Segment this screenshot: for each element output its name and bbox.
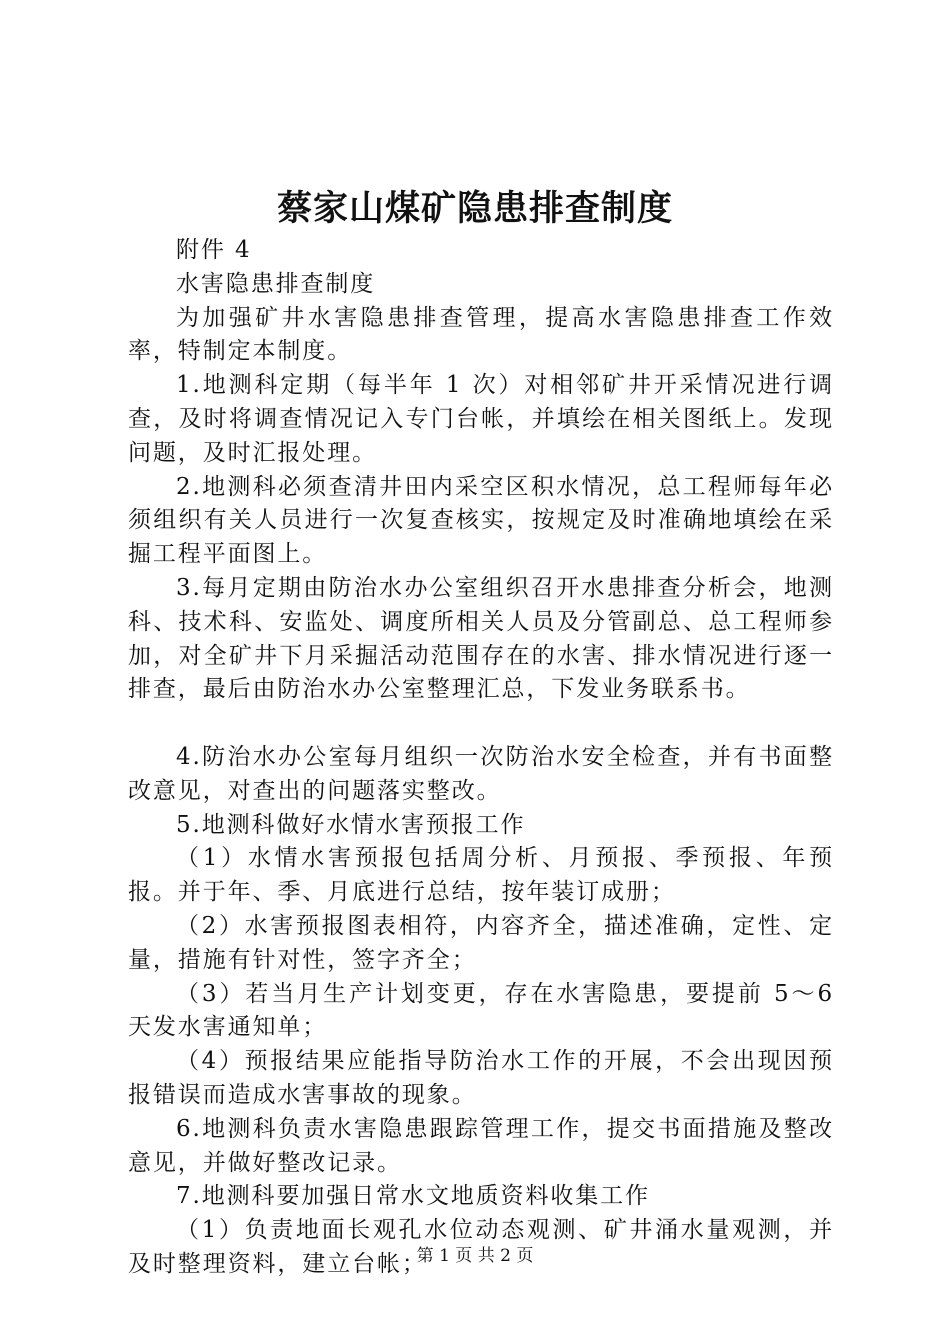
paragraph: 为加强矿井水害隐患排查管理，提高水害隐患排查工作效率，特制定本制度。 [128, 304, 834, 365]
paragraph: （2）水害预报图表相符，内容齐全，描述准确，定性、定量，措施有针对性，签字齐全； [128, 912, 834, 973]
paragraph: （1）水情水害预报包括周分析、月预报、季预报、年预报。并于年、季、月底进行总结，按年装订成册； [128, 845, 834, 906]
paragraph: （4）预报结果应能指导防治水工作的开展，不会出现因预报错误而造成水害事故的现象。 [128, 1048, 834, 1108]
blank-line [128, 707, 834, 741]
page-footer: 第 1 页 共 2 页 [416, 1246, 534, 1266]
paragraph: 5.地测科做好水情水害预报工作 [176, 811, 526, 838]
section-heading: 水害隐患排查制度 [176, 270, 376, 297]
paragraph: 4.防治水办公室每月组织一次防治水安全检查，并有书面整改意见，对查出的问题落实整改。 [128, 743, 834, 804]
paragraph: 2.地测科必须查清井田内采空区积水情况，总工程师每年必须组织有关人员进行一次复查核实，按规定及时准确地填绘在采掘工程平面图上。 [128, 473, 834, 568]
paragraph: （3）若当月生产计划变更，存在水害隐患，要提前 5～6 天发水害通知单； [128, 980, 834, 1041]
paragraph: 3.每月定期由防治水办公室组织召开水患排查分析会，地测科、技术科、安监处、调度所相关人员及分管副总、总工程师参加，对全矿井下月采掘活动范围存在的水害、排水情况进行逐一排查，最后由防治水办公室整理汇总，下发业务联系书。 [128, 574, 834, 703]
document-body [128, 234, 834, 1282]
document-title: 蔡家山煤矿隐患排查制度 [276, 188, 673, 229]
attachment-label: 附件 4 [176, 237, 252, 263]
paragraph: （1）负责地面长观孔水位动态观测、矿井涌水量观测，并及时整理资料，建立台帐； [128, 1217, 834, 1277]
paragraph: 1.地测科定期（每半年 1 次）对相邻矿井开采情况进行调查，及时将调查情况记入专门台帐，并填绘在相关图纸上。发现问题，及时汇报处理。 [128, 372, 834, 466]
paragraph: 6.地测科负责水害隐患跟踪管理工作，提交书面措施及整改意见，并做好整改记录。 [128, 1115, 834, 1176]
paragraph: 7.地测科要加强日常水文地质资料收集工作 [176, 1183, 650, 1210]
